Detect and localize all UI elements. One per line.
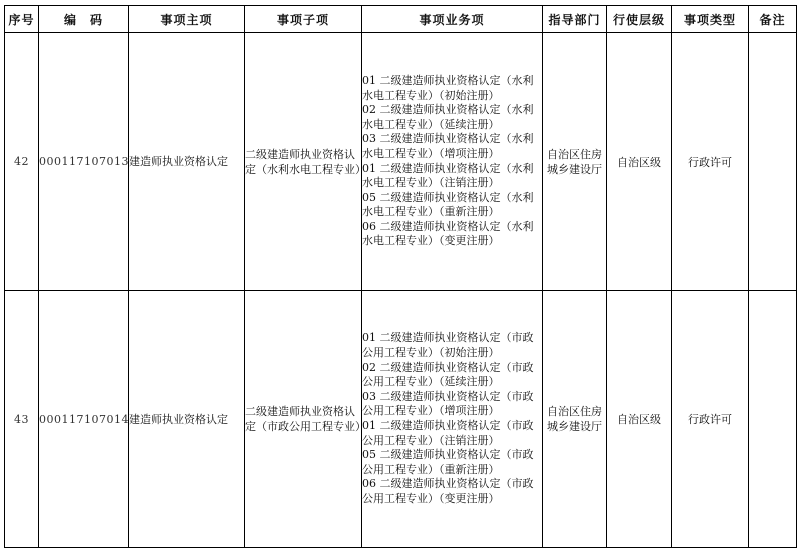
row-main-item: 建造师执业资格认定 xyxy=(129,33,245,291)
business-item: 02 二级建造师执业资格认定（水利水电工程专业）（延续注册） xyxy=(362,103,534,131)
header-cell-no: 序号 xyxy=(5,6,39,33)
header-cell-main: 事项主项 xyxy=(129,6,245,33)
row-note xyxy=(749,291,797,548)
business-item: 02 二级建造师执业资格认定（市政公用工程专业）（延续注册） xyxy=(362,360,534,389)
business-item: 01 二级建造师执业资格认定（市政公用工程专业）（初始注册） xyxy=(362,331,534,360)
row-level: 自治区级 xyxy=(607,291,672,548)
row-business-items xyxy=(362,291,543,548)
business-item: 01 二级建造师执业资格认定（市政公用工程专业）（注销注册） xyxy=(362,419,534,447)
header-cell-dept: 指导部门 xyxy=(543,6,607,33)
row-level: 自治区级 xyxy=(607,33,672,291)
table-row xyxy=(5,291,797,548)
header-row xyxy=(5,6,797,33)
business-item: 05 二级建造师执业资格认定（市政公用工程专业）（重新注册） xyxy=(362,448,534,476)
row-code: 000117107014 xyxy=(39,291,129,548)
row-note xyxy=(749,33,797,291)
row-department: 自治区住房城乡建设厅 xyxy=(543,291,607,548)
row-code: 000117107013 xyxy=(39,33,129,291)
row-sub-item: 二级建造师执业资格认定（水利水电工程专业） xyxy=(245,33,362,291)
row-main-item: 建造师执业资格认定 xyxy=(129,291,245,548)
business-item: 06 二级建造师执业资格认定（水利水电工程专业）（变更注册） xyxy=(362,219,534,248)
header-cell-sub: 事项子项 xyxy=(245,6,362,33)
row-business-items xyxy=(362,33,543,291)
row-sub-item: 二级建造师执业资格认定（市政公用工程专业） xyxy=(245,291,362,548)
header-cell-type: 事项类型 xyxy=(672,6,749,33)
business-item: 06 二级建造师执业资格认定（市政公用工程专业）（变更注册） xyxy=(362,477,534,505)
document-page xyxy=(4,5,797,548)
table-row xyxy=(5,33,797,291)
business-item: 03 二级建造师执业资格认定（水利水电工程专业）（增项注册） xyxy=(362,132,534,160)
business-item: 01 二级建造师执业资格认定（水利水电工程专业）（注销注册） xyxy=(362,161,534,190)
row-no: 42 xyxy=(5,33,39,291)
business-item: 03 二级建造师执业资格认定（市政公用工程专业）（增项注册） xyxy=(362,389,534,418)
header-cell-items: 事项业务项 xyxy=(362,6,543,33)
business-item: 05 二级建造师执业资格认定（水利水电工程专业）（重新注册） xyxy=(362,190,534,219)
row-type: 行政许可 xyxy=(672,291,749,548)
row-type: 行政许可 xyxy=(672,33,749,291)
row-department: 自治区住房城乡建设厅 xyxy=(543,33,607,291)
header-cell-note: 备注 xyxy=(749,6,797,33)
row-no: 43 xyxy=(5,291,39,548)
business-item: 01 二级建造师执业资格认定（水利水电工程专业）（初始注册） xyxy=(362,73,534,102)
header-cell-code: 编 码 xyxy=(39,6,129,33)
items-table xyxy=(4,5,797,548)
header-cell-level: 行使层级 xyxy=(607,6,672,33)
